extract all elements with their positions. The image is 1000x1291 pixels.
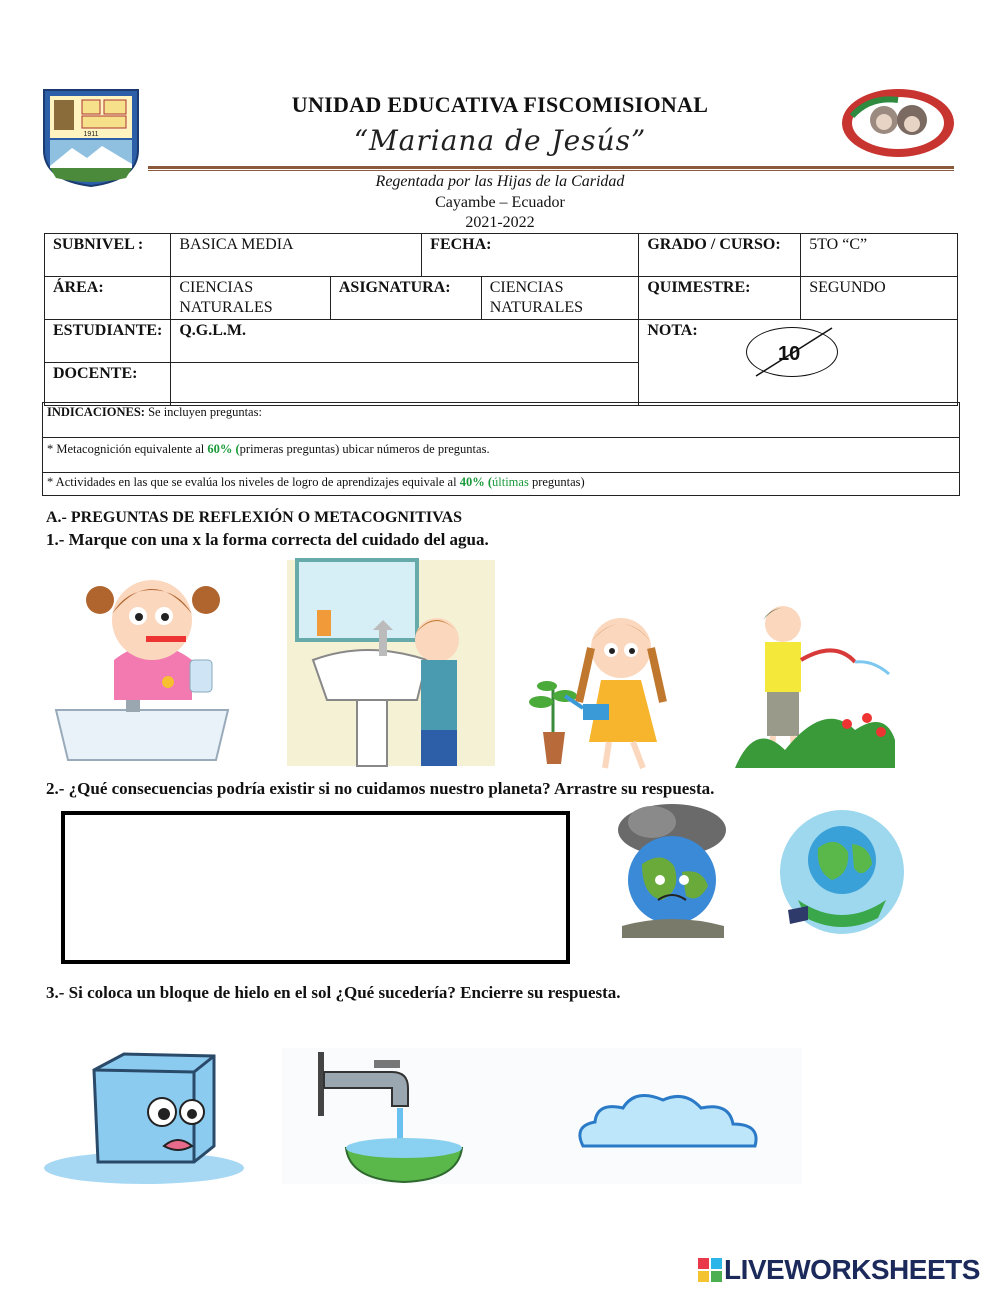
drop-answer-box[interactable] bbox=[61, 811, 570, 964]
grado-value: 5TO “C” bbox=[801, 234, 958, 277]
quimestre-value: SEGUNDO bbox=[801, 277, 958, 320]
year-text: 2021-2022 bbox=[465, 214, 535, 231]
activities-percent: 40% ( bbox=[459, 475, 492, 489]
indications-row-3 bbox=[42, 472, 960, 496]
earth-in-hands-image[interactable] bbox=[778, 810, 906, 936]
indications-label: INDICACIONES: bbox=[47, 405, 145, 419]
asignatura-value: CIENCIAS NATURALES bbox=[481, 277, 639, 320]
question-2: 2.- ¿Qué consecuencias podría existir si no cuidamos nuestro planeta? Arrastre su respuesta. bbox=[46, 779, 715, 798]
metacognition-percent: 60% ( bbox=[207, 442, 240, 456]
estudiante-label: ESTUDIANTE: bbox=[45, 320, 171, 363]
melting-ice-cube-image[interactable] bbox=[44, 1050, 264, 1190]
docente-label: DOCENTE: bbox=[45, 363, 171, 406]
metacognition-text: * Metacognición equivalente al bbox=[47, 442, 208, 456]
girl-with-hose-image[interactable] bbox=[735, 600, 895, 768]
girl-brushing-teeth-image[interactable] bbox=[52, 560, 232, 766]
grado-label: GRADO / CURSO: bbox=[639, 234, 801, 277]
indications-row-2 bbox=[42, 437, 960, 473]
asignatura-label: ASIGNATURA: bbox=[330, 277, 481, 320]
question-1: 1.- Marque con una x la forma correcta del cuidado del agua. bbox=[46, 530, 489, 549]
activities-last-word: últimas bbox=[492, 475, 529, 489]
girl-watering-plant-image[interactable] bbox=[513, 592, 678, 772]
estudiante-value[interactable]: Q.G.L.M. bbox=[171, 320, 639, 363]
fecha-label: FECHA: bbox=[422, 234, 639, 277]
info-table bbox=[44, 233, 958, 406]
area-value: CIENCIAS NATURALES bbox=[171, 277, 331, 320]
header-rule bbox=[148, 166, 954, 169]
question-3: 3.- Si coloca un bloque de hielo en el sol ¿Qué sucedería? Encierre su respuesta. bbox=[46, 983, 621, 1002]
location-text: Cayambe – Ecuador bbox=[435, 194, 565, 211]
docente-value[interactable] bbox=[171, 363, 639, 406]
school-subtitle: “Mariana de Jesús” bbox=[353, 124, 647, 157]
boy-washing-hands-image[interactable] bbox=[287, 560, 495, 766]
section-a-heading: A.- PREGUNTAS DE REFLEXIÓN O METACOGNITIVAS bbox=[46, 509, 463, 526]
activities-text-end: preguntas) bbox=[528, 475, 585, 489]
indications-row-1 bbox=[42, 402, 960, 438]
svg-text:1911: 1911 bbox=[83, 131, 99, 138]
activities-text: * Actividades en las que se evalúa los niveles de logro de aprendizajes equivale al bbox=[47, 475, 460, 489]
liveworksheets-brand: LIVEWORKSHEETS bbox=[724, 1254, 980, 1285]
polluted-earth-image[interactable] bbox=[612, 800, 734, 940]
header-rule-thin bbox=[148, 170, 954, 171]
regency-text: Regentada por las Hijas de la Caridad bbox=[375, 173, 625, 190]
school-name: UNIDAD EDUCATIVA FISCOMISIONAL bbox=[291, 92, 709, 117]
area-label: ÁREA: bbox=[45, 277, 171, 320]
subnivel-value: BASICA MEDIA bbox=[171, 234, 422, 277]
nota-label: NOTA: bbox=[639, 320, 958, 406]
indications-text: Se incluyen preguntas: bbox=[144, 405, 262, 419]
subnivel-label: SUBNIVEL : bbox=[45, 234, 171, 277]
liveworksheets-logo-icon bbox=[698, 1258, 722, 1282]
cloud-image[interactable] bbox=[573, 1088, 765, 1158]
quimestre-label: QUIMESTRE: bbox=[639, 277, 801, 320]
grade-score: 10 bbox=[778, 343, 801, 365]
metacognition-text-end: primeras preguntas) ubicar números de preguntas. bbox=[239, 442, 490, 456]
